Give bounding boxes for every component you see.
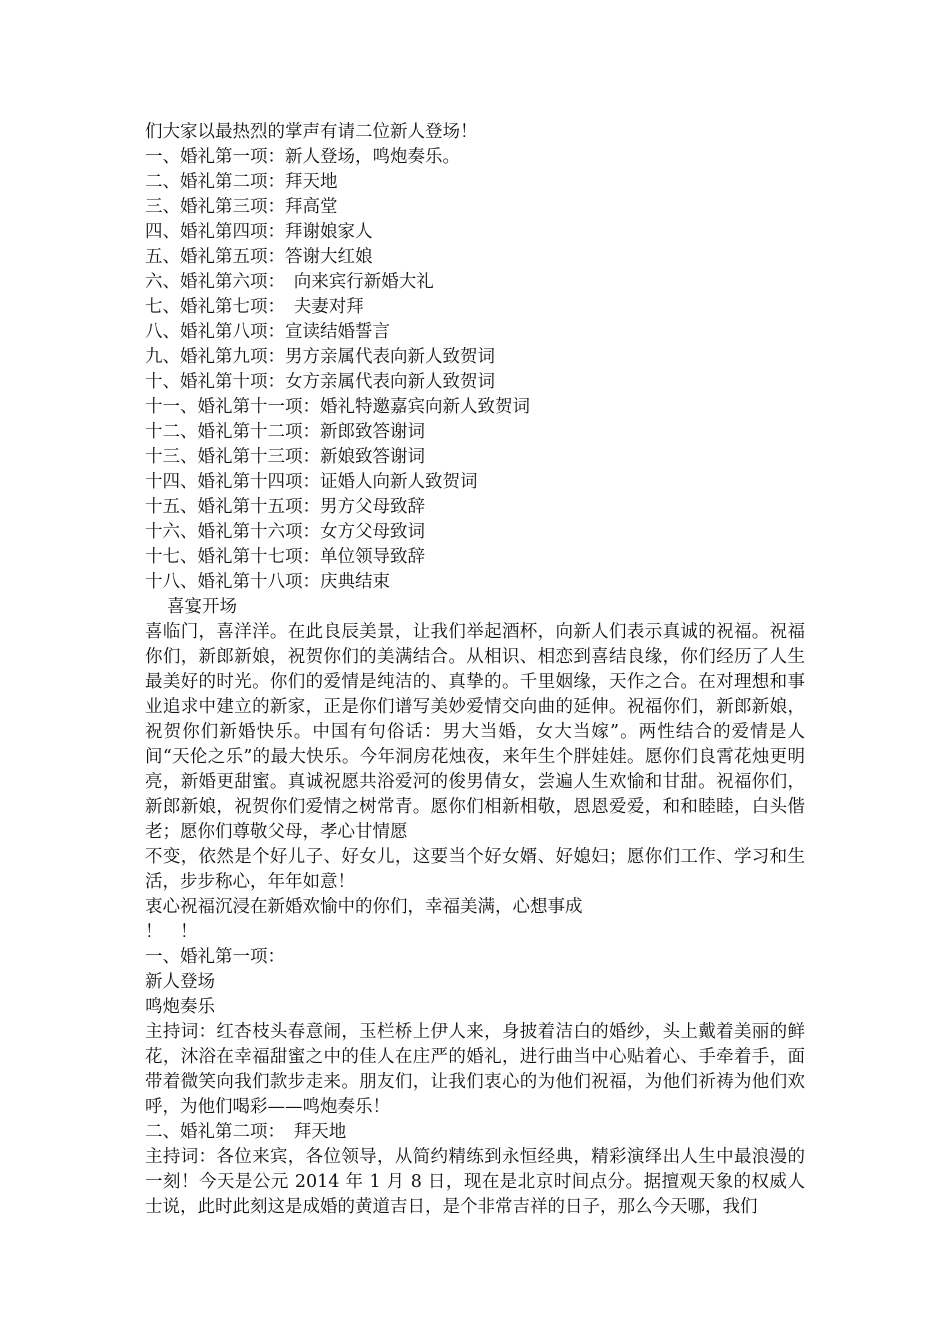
ceremony-item: 十三、婚礼第十三项：新娘致答谢词 [145,447,425,467]
ceremony-item: 十四、婚礼第十四项：证婚人向新人致贺词 [145,472,478,492]
ceremony-item: 五、婚礼第五项：答谢大红娘 [145,247,373,267]
item-two-title: 二、婚礼第二项： 拜天地 [145,1122,347,1142]
ceremony-item: 一、婚礼第一项：新人登场，鸣炮奏乐。 [145,147,460,167]
host-speech: 主持词：各位来宾，各位领导，从简约精练到永恒经典，精彩演绎出人生中最浪漫的一刻！今天是公元 2014 年 1 月 8 日，现在是北京时间点分。据擅观天象的权威人士说，此时此刻这是成婚的黄道吉日，是个非常吉祥的日子，那么今天哪，我们 [145,1147,805,1217]
item-one-title: 一、婚礼第一项： [145,947,285,967]
blessing-paragraph: 喜临门，喜洋洋。在此良辰美景，让我们举起酒杯，向新人们表示真诚的祝福。祝福你们，新郎新娘，祝贺你们的美满结合。从相识、相恋到喜结良缘，你们经历了人生最美好的时光。你们的爱情是纯洁的、真挚的。千里姻缘，天作之合。在对理想和事业追求中建立的新家，正是你们谱写美妙爱情交向曲的延伸。祝福你们，新郎新娘，祝贺你们新婚快乐。中国有句俗话：男大当婚，女大当嫁”。两性结合的爱情是人间“天伦之乐”的最大快乐。今年洞房花烛夜，来年生个胖娃娃。愿你们良霄花烛更明亮，新婚更甜蜜。真诚祝愿共浴爱河的俊男倩女，尝遍人生欢愉和甘甜。祝福你们，新郎新娘，祝贺你们爱情之树常青。愿你们相新相敬，恩恩爱爱，和和睦睦，白头偕老；愿你们尊敬父母，孝心甘情愿 [145,622,805,842]
ceremony-item: 二、婚礼第二项：拜天地 [145,172,338,192]
ceremony-item: 十六、婚礼第十六项：女方父母致词 [145,522,425,542]
ceremony-item: 十七、婚礼第十七项：单位领导致辞 [145,547,425,567]
section-heading: 喜宴开场 [167,597,237,617]
ceremony-item: 八、婚礼第八项：宣读结婚誓言 [145,322,390,342]
ceremony-item: 七、婚礼第七项： 夫妻对拜 [145,297,364,317]
item-one-line: 新人登场 [145,972,215,992]
ceremony-item: 十五、婚礼第十五项：男方父母致辞 [145,497,425,517]
intro-line: 们大家以最热烈的掌声有请二位新人登场！ [145,122,478,142]
blessing-closing: 衷心祝福沉浸在新婚欢愉中的你们，幸福美满，心想事成 [145,897,583,917]
ceremony-item: 六、婚礼第六项： 向来宾行新婚大礼 [145,272,434,292]
ceremony-item: 十、婚礼第十项：女方亲属代表向新人致贺词 [145,372,495,392]
ceremony-item: 九、婚礼第九项：男方亲属代表向新人致贺词 [145,347,495,367]
ceremony-item: 十八、婚礼第十八项：庆典结束 [145,572,390,592]
document-body [145,120,805,1220]
blessing-paragraph-continued: 不变，依然是个好儿子、好女儿，这要当个好女婿、好媳妇；愿你们工作、学习和生活，步步称心，年年如意！ [145,847,805,892]
ceremony-item: 十二、婚礼第十二项：新郎致答谢词 [145,422,425,442]
ceremony-item: 四、婚礼第四项：拜谢娘家人 [145,222,373,242]
ceremony-item: 十一、婚礼第十一项：婚礼特邀嘉宾向新人致贺词 [145,397,530,417]
item-one-line: 鸣炮奏乐 [145,997,215,1017]
host-speech: 主持词：红杏枝头春意闹，玉栏桥上伊人来，身披着洁白的婚纱，头上戴着美丽的鲜花，沐浴在幸福甜蜜之中的佳人在庄严的婚礼，进行曲当中心贴着心、手牵着手，面带着微笑向我们款步走来。朋友们，让我们衷心的为他们祝福，为他们祈祷为他们欢呼，为他们喝彩——鸣炮奏乐！ [145,1022,805,1117]
ceremony-item: 三、婚礼第三项：拜高堂 [145,197,338,217]
exclamation-line: ！ ！ [145,922,198,942]
